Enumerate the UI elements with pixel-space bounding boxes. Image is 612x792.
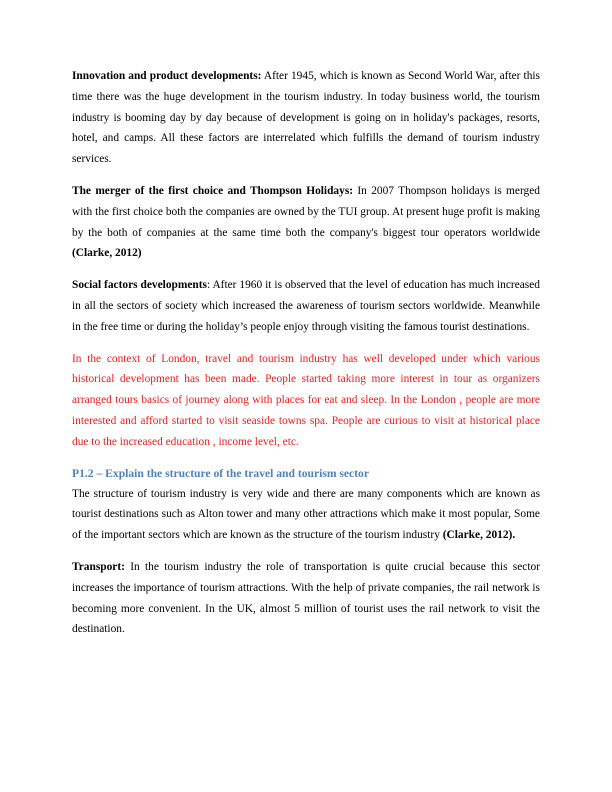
paragraph-text: In the tourism industry the role of transportation is quite crucial because this sector increases the importance of tourism attractions. With the help of private companies, the rail network is becoming more convenient. In the UK, almost 5 million of tourist uses the rail network to visit the destination. <box>72 560 540 636</box>
citation: (Clarke, 2012). <box>442 529 516 542</box>
section-heading: P1.2 – Explain the structure of the travel and tourism sector <box>72 466 369 480</box>
citation: (Clarke, 2012) <box>72 247 142 260</box>
paragraph-london: In the context of London, travel and tourism industry has well developed under which various historical development has been made. People started taking more interest in tour as organizers arranged tours basics of journey along with places for eat and sleep. In the London , people are more interested and afford started to visit seaside towns spa. People are curious to visit at historical place due to the increased education , income level, etc. <box>72 352 540 448</box>
paragraph-text: After 1945, which is known as Second World War, after this time there was the huge development in the tourism industry. In today business world, the tourism industry is booming day by day because of development is going on in holiday's packages, resorts, hotel, and camps. All these factors are interrelated which fulfills the demand of tourism industry services. <box>72 70 540 166</box>
paragraph-merger <box>72 181 540 264</box>
paragraph-structure <box>72 484 540 546</box>
paragraph-heading: Social factors developments <box>72 279 207 292</box>
paragraph-heading: Transport: <box>72 560 125 573</box>
paragraph-social <box>72 275 540 337</box>
paragraph-text: : After 1960 it is observed that the level of education has much increased in all the sectors of society which increased the awareness of tourism sectors worldwide. Meanwhile in the free time or during the holiday’s people enjoy through visiting the famous tourist destinations. <box>72 279 540 333</box>
paragraph-heading: Innovation and product developments: <box>72 70 262 82</box>
paragraph-text: The structure of tourism industry is very wide and there are many components which are known as tourist destinations such as Alton tower and many other attractions which make it most popular, Some of the important sectors which are known as the structure of the tourism industry <box>72 487 540 542</box>
paragraph-text: In 2007 Thompson holidays is merged with the first choice both the companies are owned by the TUI group. At present huge profit is making by the both of companies at the same time both the company's biggest tour operators worldwide <box>72 184 540 239</box>
paragraph-transport <box>72 557 540 640</box>
paragraph-heading: The merger of the first choice and Thompson Holidays: <box>72 184 354 197</box>
paragraph-innovation <box>72 66 540 170</box>
